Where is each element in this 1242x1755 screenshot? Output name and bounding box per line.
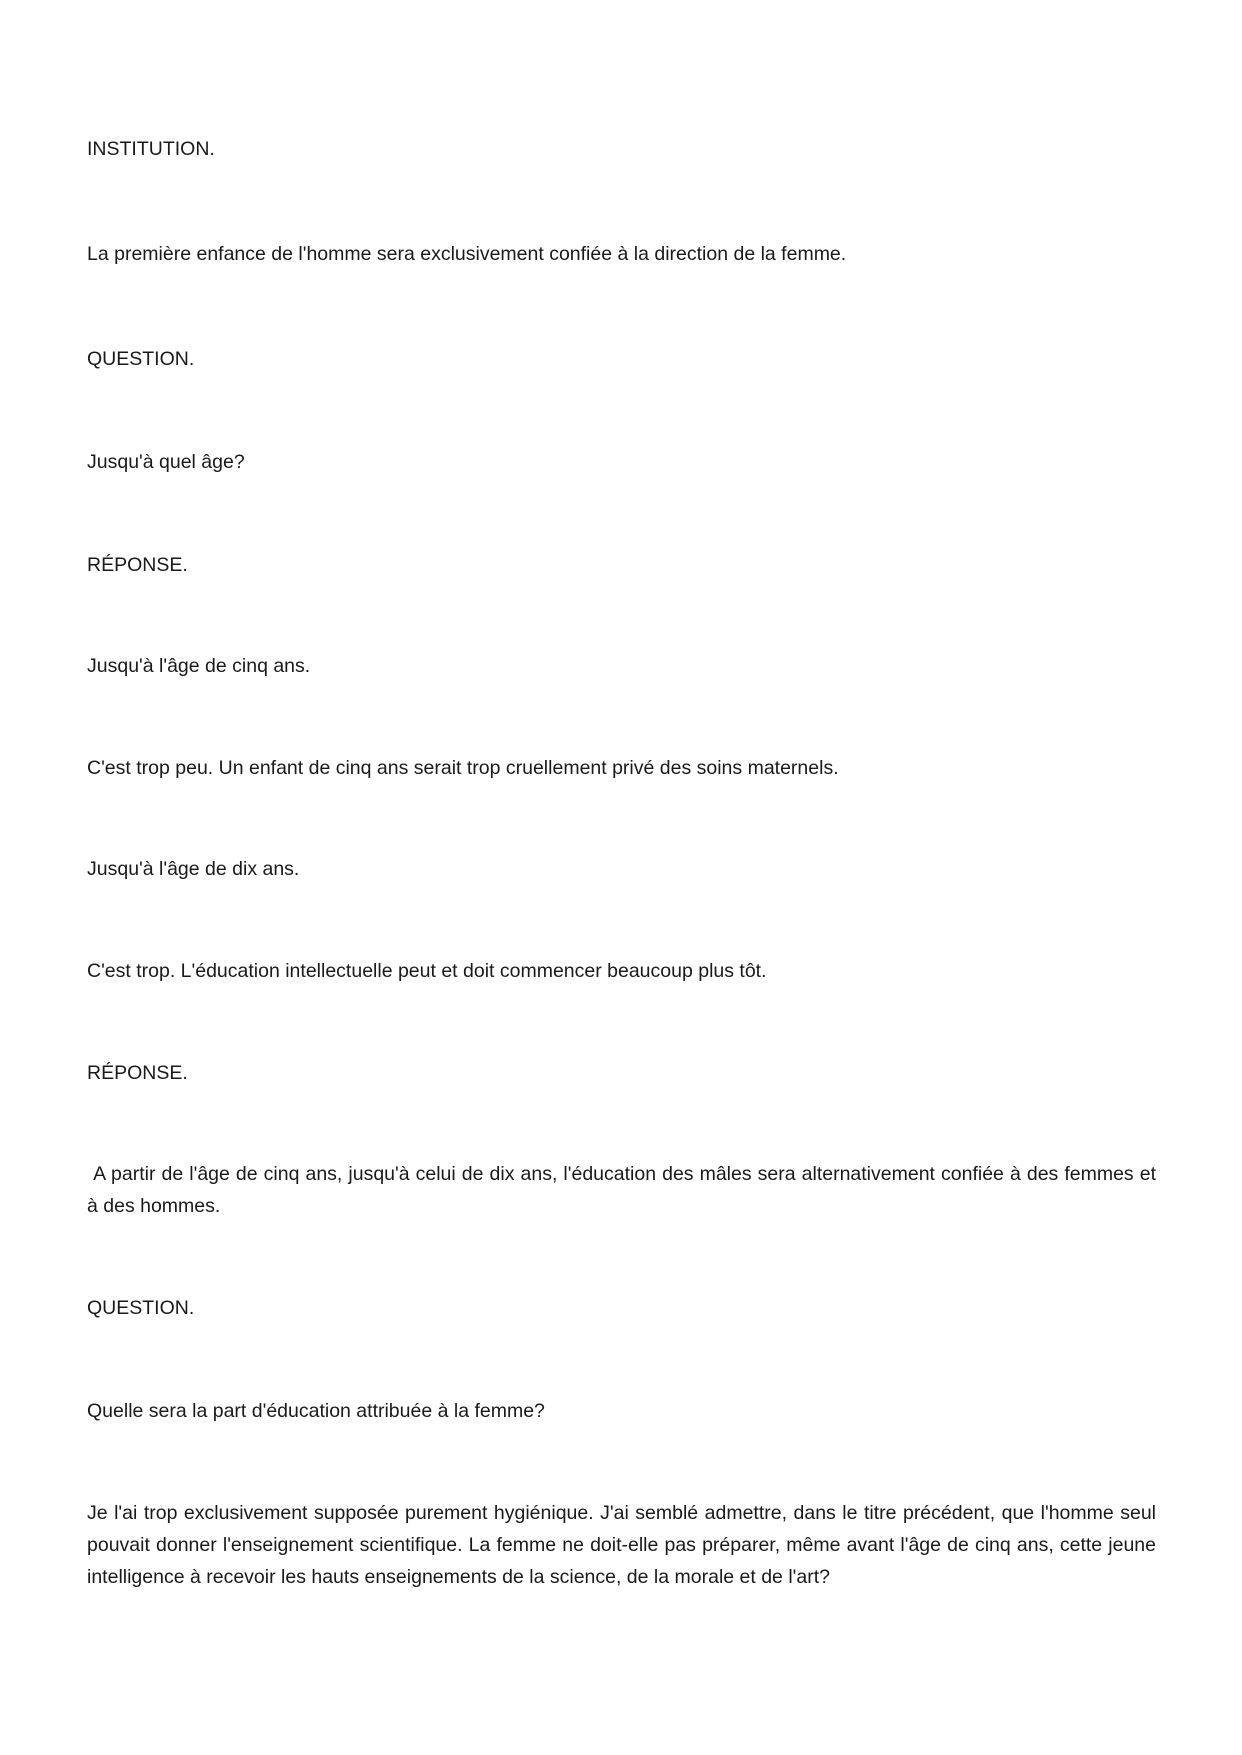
paragraph-text: C'est trop peu. Un enfant de cinq ans serait trop cruellement privé des soins maternels. — [87, 757, 839, 779]
heading-reponse: RÉPONSE. — [87, 1062, 188, 1084]
paragraph-text: Jusqu'à quel âge? — [87, 451, 245, 473]
paragraph-text: Jusqu'à l'âge de cinq ans. — [87, 655, 311, 677]
heading-institution: INSTITUTION. — [87, 138, 215, 160]
paragraph-text: C'est trop. L'éducation intellectuelle peut et doit commencer beaucoup plus tôt. — [87, 960, 767, 982]
paragraph-text: Je l'ai trop exclusivement supposée purement hygiénique. J'ai semblé admettre, dans le titre précédent, que l'homme seul pouvait donner l'enseignement scientifique. La femme ne doit-elle pas préparer, même avant l'âge de cinq ans, cette jeune intelligence à recevoir les hauts enseignements de la science, de la morale et de l'art? — [87, 1502, 1156, 1588]
paragraph-text: Jusqu'à l'âge de dix ans. — [87, 858, 300, 880]
paragraph-text: Quelle sera la part d'éducation attribuée à la femme? — [87, 1400, 545, 1422]
heading-reponse: RÉPONSE. — [87, 554, 188, 576]
paragraph-text: A partir de l'âge de cinq ans, jusqu'à celui de dix ans, l'éducation des mâles sera alternativement confiée à des femmes et à des hommes. — [87, 1163, 1162, 1217]
heading-question: QUESTION. — [87, 348, 195, 370]
paragraph-text: La première enfance de l'homme sera exclusivement confiée à la direction de la femme. — [87, 243, 847, 265]
heading-question: QUESTION. — [87, 1297, 195, 1319]
